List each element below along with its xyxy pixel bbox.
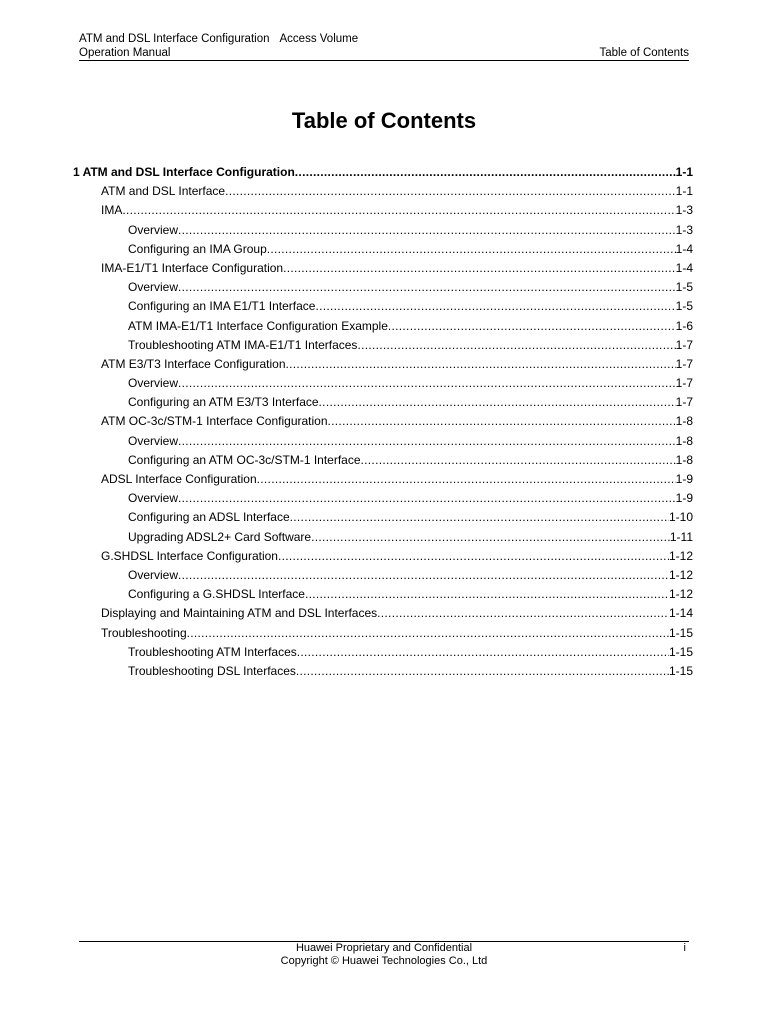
toc-entry-label: Configuring an ATM E3/T3 Interface bbox=[128, 395, 319, 410]
toc-entry-label: ATM E3/T3 Interface Configuration bbox=[101, 356, 286, 371]
toc-dot-leader bbox=[178, 489, 676, 508]
toc-dot-leader bbox=[267, 240, 676, 259]
toc-entry-label: Overview bbox=[128, 222, 179, 237]
footer-proprietary: Huawei Proprietary and Confidential bbox=[295, 942, 473, 954]
toc-entry[interactable] bbox=[73, 201, 693, 220]
toc-entry-page: 1-9 bbox=[675, 491, 693, 506]
toc-entry-page: 1-8 bbox=[675, 433, 693, 448]
toc-entry-page: 1-11 bbox=[669, 529, 693, 544]
toc-entry-label: G.SHDSL Interface Configuration bbox=[101, 548, 278, 563]
toc-entry-label: IMA bbox=[101, 203, 123, 218]
toc-entry[interactable] bbox=[73, 585, 693, 604]
toc-dot-leader bbox=[187, 624, 669, 643]
footer-page-number: i bbox=[683, 942, 686, 954]
toc-entry[interactable] bbox=[73, 662, 693, 681]
header-manual: Operation Manual bbox=[79, 47, 171, 59]
toc-dot-leader bbox=[178, 432, 676, 451]
toc-entry[interactable] bbox=[73, 508, 693, 527]
toc-entry[interactable] bbox=[73, 643, 693, 662]
toc-dot-leader bbox=[290, 508, 669, 527]
footer-copyright: Copyright © Huawei Technologies Co., Ltd bbox=[280, 955, 488, 967]
toc-entry-page: 1-1 bbox=[675, 165, 693, 179]
toc-entry[interactable] bbox=[73, 163, 693, 182]
toc-entry-label: Upgrading ADSL2+ Card Software bbox=[128, 529, 312, 544]
toc-entry[interactable] bbox=[73, 604, 693, 623]
toc-entry-page: 1-12 bbox=[668, 548, 693, 563]
toc-entry-label: Displaying and Maintaining ATM and DSL Interfaces bbox=[101, 606, 378, 621]
toc-dot-leader bbox=[388, 317, 676, 336]
toc-entry-label: Troubleshooting ATM IMA-E1/T1 Interfaces bbox=[128, 337, 358, 352]
toc-entry-page: 1-7 bbox=[675, 337, 693, 352]
toc-entry-label: Troubleshooting bbox=[101, 625, 187, 640]
header-divider bbox=[79, 60, 689, 61]
toc-dot-leader bbox=[122, 201, 675, 220]
toc-entry-label: 1 ATM and DSL Interface Configuration bbox=[73, 165, 295, 179]
header-volume: Access Volume bbox=[279, 33, 359, 45]
toc-entry-page: 1-6 bbox=[675, 318, 693, 333]
toc-dot-leader bbox=[328, 412, 676, 431]
toc-entry-label: Configuring an IMA E1/T1 Interface bbox=[128, 299, 316, 314]
toc-entry[interactable] bbox=[73, 297, 693, 316]
toc-entry[interactable] bbox=[73, 451, 693, 470]
page-header bbox=[79, 32, 689, 60]
toc-entry[interactable] bbox=[73, 182, 693, 201]
toc-dot-leader bbox=[286, 355, 676, 374]
toc-entry-page: 1-5 bbox=[675, 280, 693, 295]
toc-dot-leader bbox=[361, 451, 676, 470]
toc-entry-label: Troubleshooting ATM Interfaces bbox=[128, 644, 297, 659]
toc-entry[interactable] bbox=[73, 278, 693, 297]
toc-dot-leader bbox=[278, 547, 669, 566]
toc-entry[interactable] bbox=[73, 336, 693, 355]
toc-entry-page: 1-1 bbox=[675, 184, 693, 199]
toc-entry-page: 1-14 bbox=[668, 606, 693, 621]
toc-entry-page: 1-4 bbox=[675, 260, 693, 275]
toc-entry-page: 1-10 bbox=[668, 510, 693, 525]
table-of-contents bbox=[73, 163, 693, 681]
toc-entry[interactable] bbox=[73, 470, 693, 489]
toc-entry[interactable] bbox=[73, 240, 693, 259]
toc-entry-label: ATM OC-3c/STM-1 Interface Configuration bbox=[101, 414, 328, 429]
toc-entry[interactable] bbox=[73, 317, 693, 336]
toc-entry-label: Troubleshooting DSL Interfaces bbox=[128, 663, 296, 678]
toc-entry[interactable] bbox=[73, 528, 693, 547]
toc-dot-leader bbox=[178, 221, 676, 240]
toc-entry[interactable] bbox=[73, 547, 693, 566]
toc-entry-page: 1-15 bbox=[668, 625, 693, 640]
toc-entry[interactable] bbox=[73, 432, 693, 451]
toc-entry-label: Overview bbox=[128, 567, 179, 582]
toc-entry-label: ATM IMA-E1/T1 Interface Configuration Example bbox=[128, 318, 388, 333]
toc-dot-leader bbox=[178, 566, 669, 585]
header-doc-title: ATM and DSL Interface Configuration bbox=[79, 33, 270, 45]
header-line-2 bbox=[79, 46, 689, 60]
toc-entry-page: 1-12 bbox=[668, 587, 693, 602]
toc-dot-leader bbox=[296, 662, 669, 681]
toc-dot-leader bbox=[297, 643, 669, 662]
toc-entry-label: IMA-E1/T1 Interface Configuration bbox=[101, 260, 284, 275]
toc-dot-leader bbox=[178, 374, 676, 393]
toc-entry-page: 1-15 bbox=[668, 644, 693, 659]
toc-dot-leader bbox=[305, 585, 669, 604]
toc-dot-leader bbox=[311, 528, 670, 547]
toc-entry-label: Configuring a G.SHDSL Interface bbox=[128, 587, 305, 602]
toc-entry[interactable] bbox=[73, 566, 693, 585]
toc-dot-leader bbox=[225, 182, 676, 201]
page-footer bbox=[79, 942, 689, 968]
toc-entry-page: 1-4 bbox=[675, 241, 693, 256]
toc-entry[interactable] bbox=[73, 624, 693, 643]
toc-dot-leader bbox=[295, 163, 676, 182]
toc-entry[interactable] bbox=[73, 489, 693, 508]
toc-dot-leader bbox=[357, 336, 675, 355]
toc-entry-page: 1-7 bbox=[675, 356, 693, 371]
toc-entry-label: ATM and DSL Interface bbox=[101, 184, 226, 199]
header-section: Table of Contents bbox=[599, 47, 689, 59]
toc-entry-label: Overview bbox=[128, 376, 179, 391]
toc-entry-page: 1-7 bbox=[675, 376, 693, 391]
header-line-1 bbox=[79, 32, 689, 46]
toc-entry[interactable] bbox=[73, 355, 693, 374]
toc-entry-label: Configuring an ADSL Interface bbox=[128, 510, 290, 525]
toc-entry-label: Configuring an ATM OC-3c/STM-1 Interface bbox=[128, 452, 361, 467]
toc-entry-page: 1-5 bbox=[675, 299, 693, 314]
toc-entry-page: 1-3 bbox=[675, 203, 693, 218]
toc-entry[interactable] bbox=[73, 259, 693, 278]
toc-entry-label: Overview bbox=[128, 491, 179, 506]
toc-entry-page: 1-9 bbox=[675, 472, 693, 486]
toc-dot-leader bbox=[377, 604, 669, 623]
toc-dot-leader bbox=[283, 259, 676, 278]
toc-entry-page: 1-12 bbox=[668, 567, 693, 582]
toc-entry-label: ADSL Interface Configuration bbox=[101, 472, 257, 486]
toc-entry-label: Overview bbox=[128, 280, 179, 295]
toc-dot-leader bbox=[315, 297, 675, 316]
toc-dot-leader bbox=[319, 393, 676, 412]
toc-entry-page: 1-8 bbox=[675, 414, 693, 429]
toc-entry-label: Overview bbox=[128, 433, 179, 448]
toc-dot-leader bbox=[178, 278, 676, 297]
toc-entry-page: 1-15 bbox=[668, 663, 693, 678]
toc-entry[interactable] bbox=[73, 221, 693, 240]
toc-dot-leader bbox=[257, 470, 676, 489]
toc-entry-page: 1-8 bbox=[675, 452, 693, 467]
toc-entry[interactable] bbox=[73, 393, 693, 412]
toc-entry[interactable] bbox=[73, 412, 693, 431]
page-title: Table of Contents bbox=[291, 108, 477, 133]
toc-entry-page: 1-7 bbox=[675, 395, 693, 410]
toc-entry-label: Configuring an IMA Group bbox=[128, 241, 267, 256]
toc-entry[interactable] bbox=[73, 374, 693, 393]
toc-entry-page: 1-3 bbox=[675, 222, 693, 237]
